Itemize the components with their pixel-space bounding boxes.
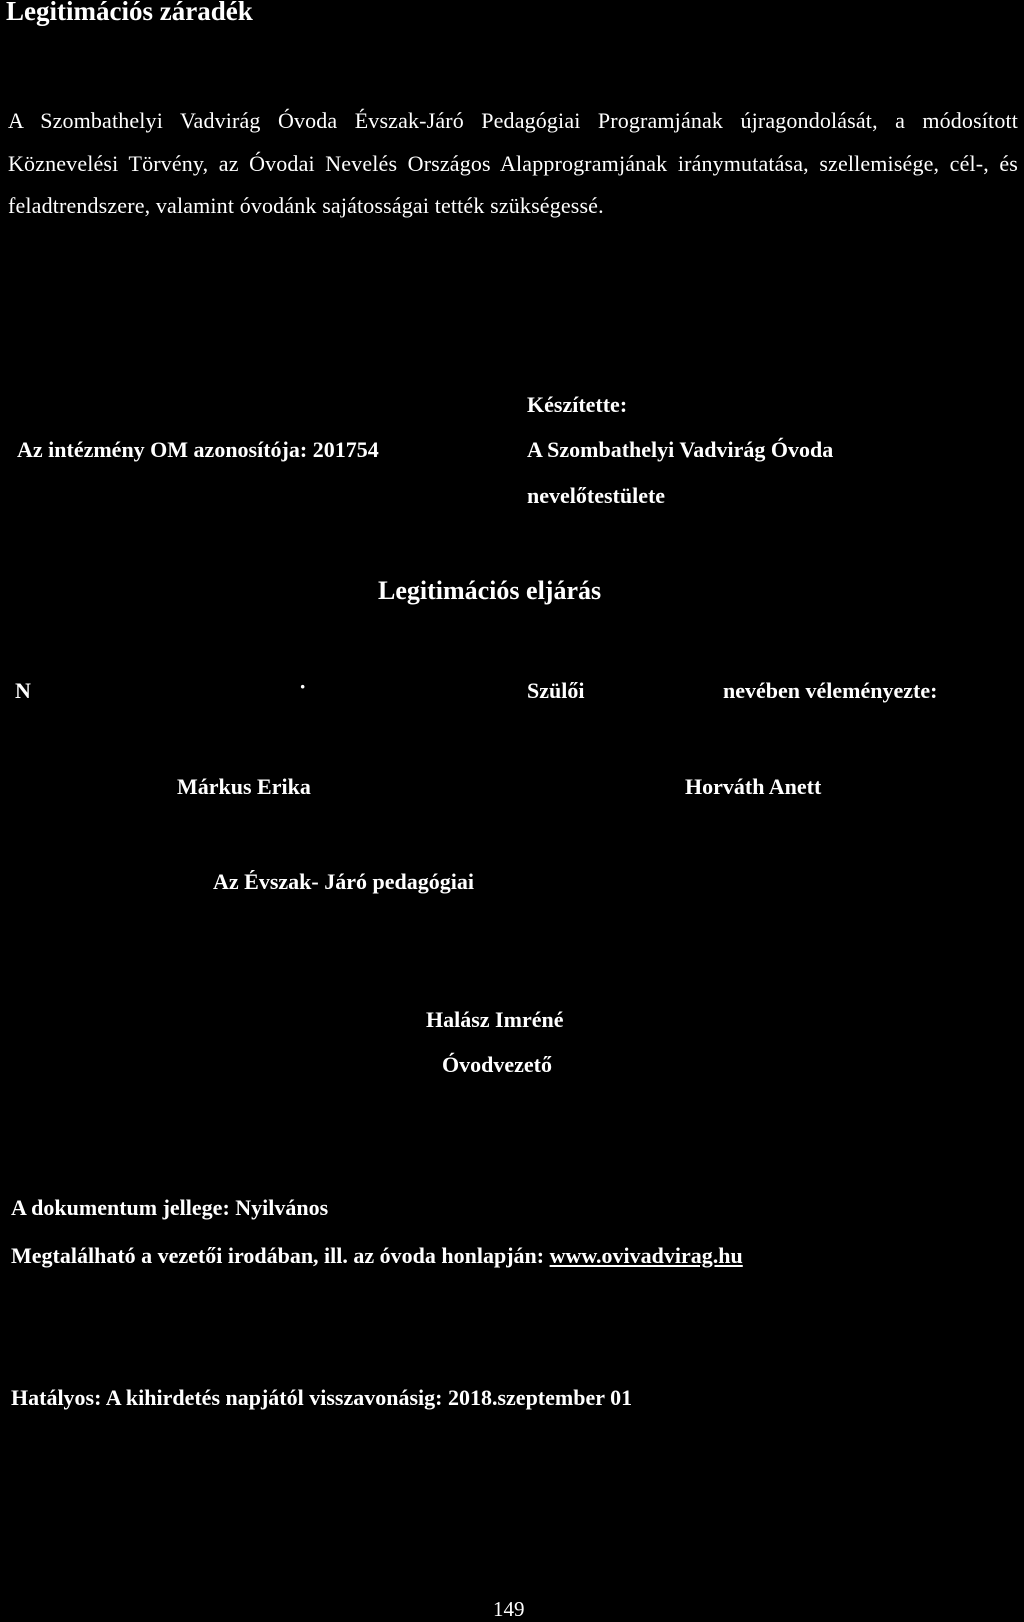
signatory-2: Horváth Anett [685, 774, 822, 799]
document-type: A dokumentum jellege: Nyilvános [11, 1195, 329, 1220]
intro-paragraph: A Szombathelyi Vadvirág Óvoda Évszak-Járó Pedagógiai Programjának újragondolását, a módosított Köznevelési Törvény, az Óvodai Nevelés Országos Alapprogramjának iránymutatása, szellemisége, cél-, és feladtrendszere, valamint óvodánk sajátosságai tették szükségessé. [8, 108, 1018, 218]
prepared-by-label: Készítette: [527, 392, 628, 417]
procedure-heading: Legitimációs eljárás [378, 576, 602, 605]
opinion-col3: Szülői [527, 678, 585, 703]
document-title: Legitimációs záradék [6, 0, 253, 26]
effective-date: Hatályos: A kihirdetés napjától visszavonásig: 2018.szeptember 01 [11, 1385, 633, 1410]
location-line [11, 1243, 743, 1269]
opinion-col2: · [299, 674, 307, 699]
head-name: Halász Imréné [426, 1007, 564, 1032]
signatory-1: Márkus Erika [177, 774, 311, 799]
head-title: Óvodvezető [442, 1052, 552, 1077]
prepared-by-line2: nevelőtestülete [527, 483, 666, 508]
website-link[interactable]: www.ovivadvirag.hu [549, 1243, 743, 1268]
prepared-by-line1: A Szombathelyi Vadvirág Óvoda [527, 437, 834, 462]
om-id-text: Az intézmény OM azonosítója: 201754 [17, 437, 379, 462]
approval-line: Az Évszak- Járó pedagógiai [213, 869, 474, 894]
opinion-col4: nevében véleményezte: [723, 678, 938, 703]
location-text: Megtalálható a vezetői irodában, ill. az óvoda honlapján: [11, 1243, 545, 1268]
page-number: 149 [493, 1597, 525, 1621]
opinion-col1: N [15, 678, 31, 703]
